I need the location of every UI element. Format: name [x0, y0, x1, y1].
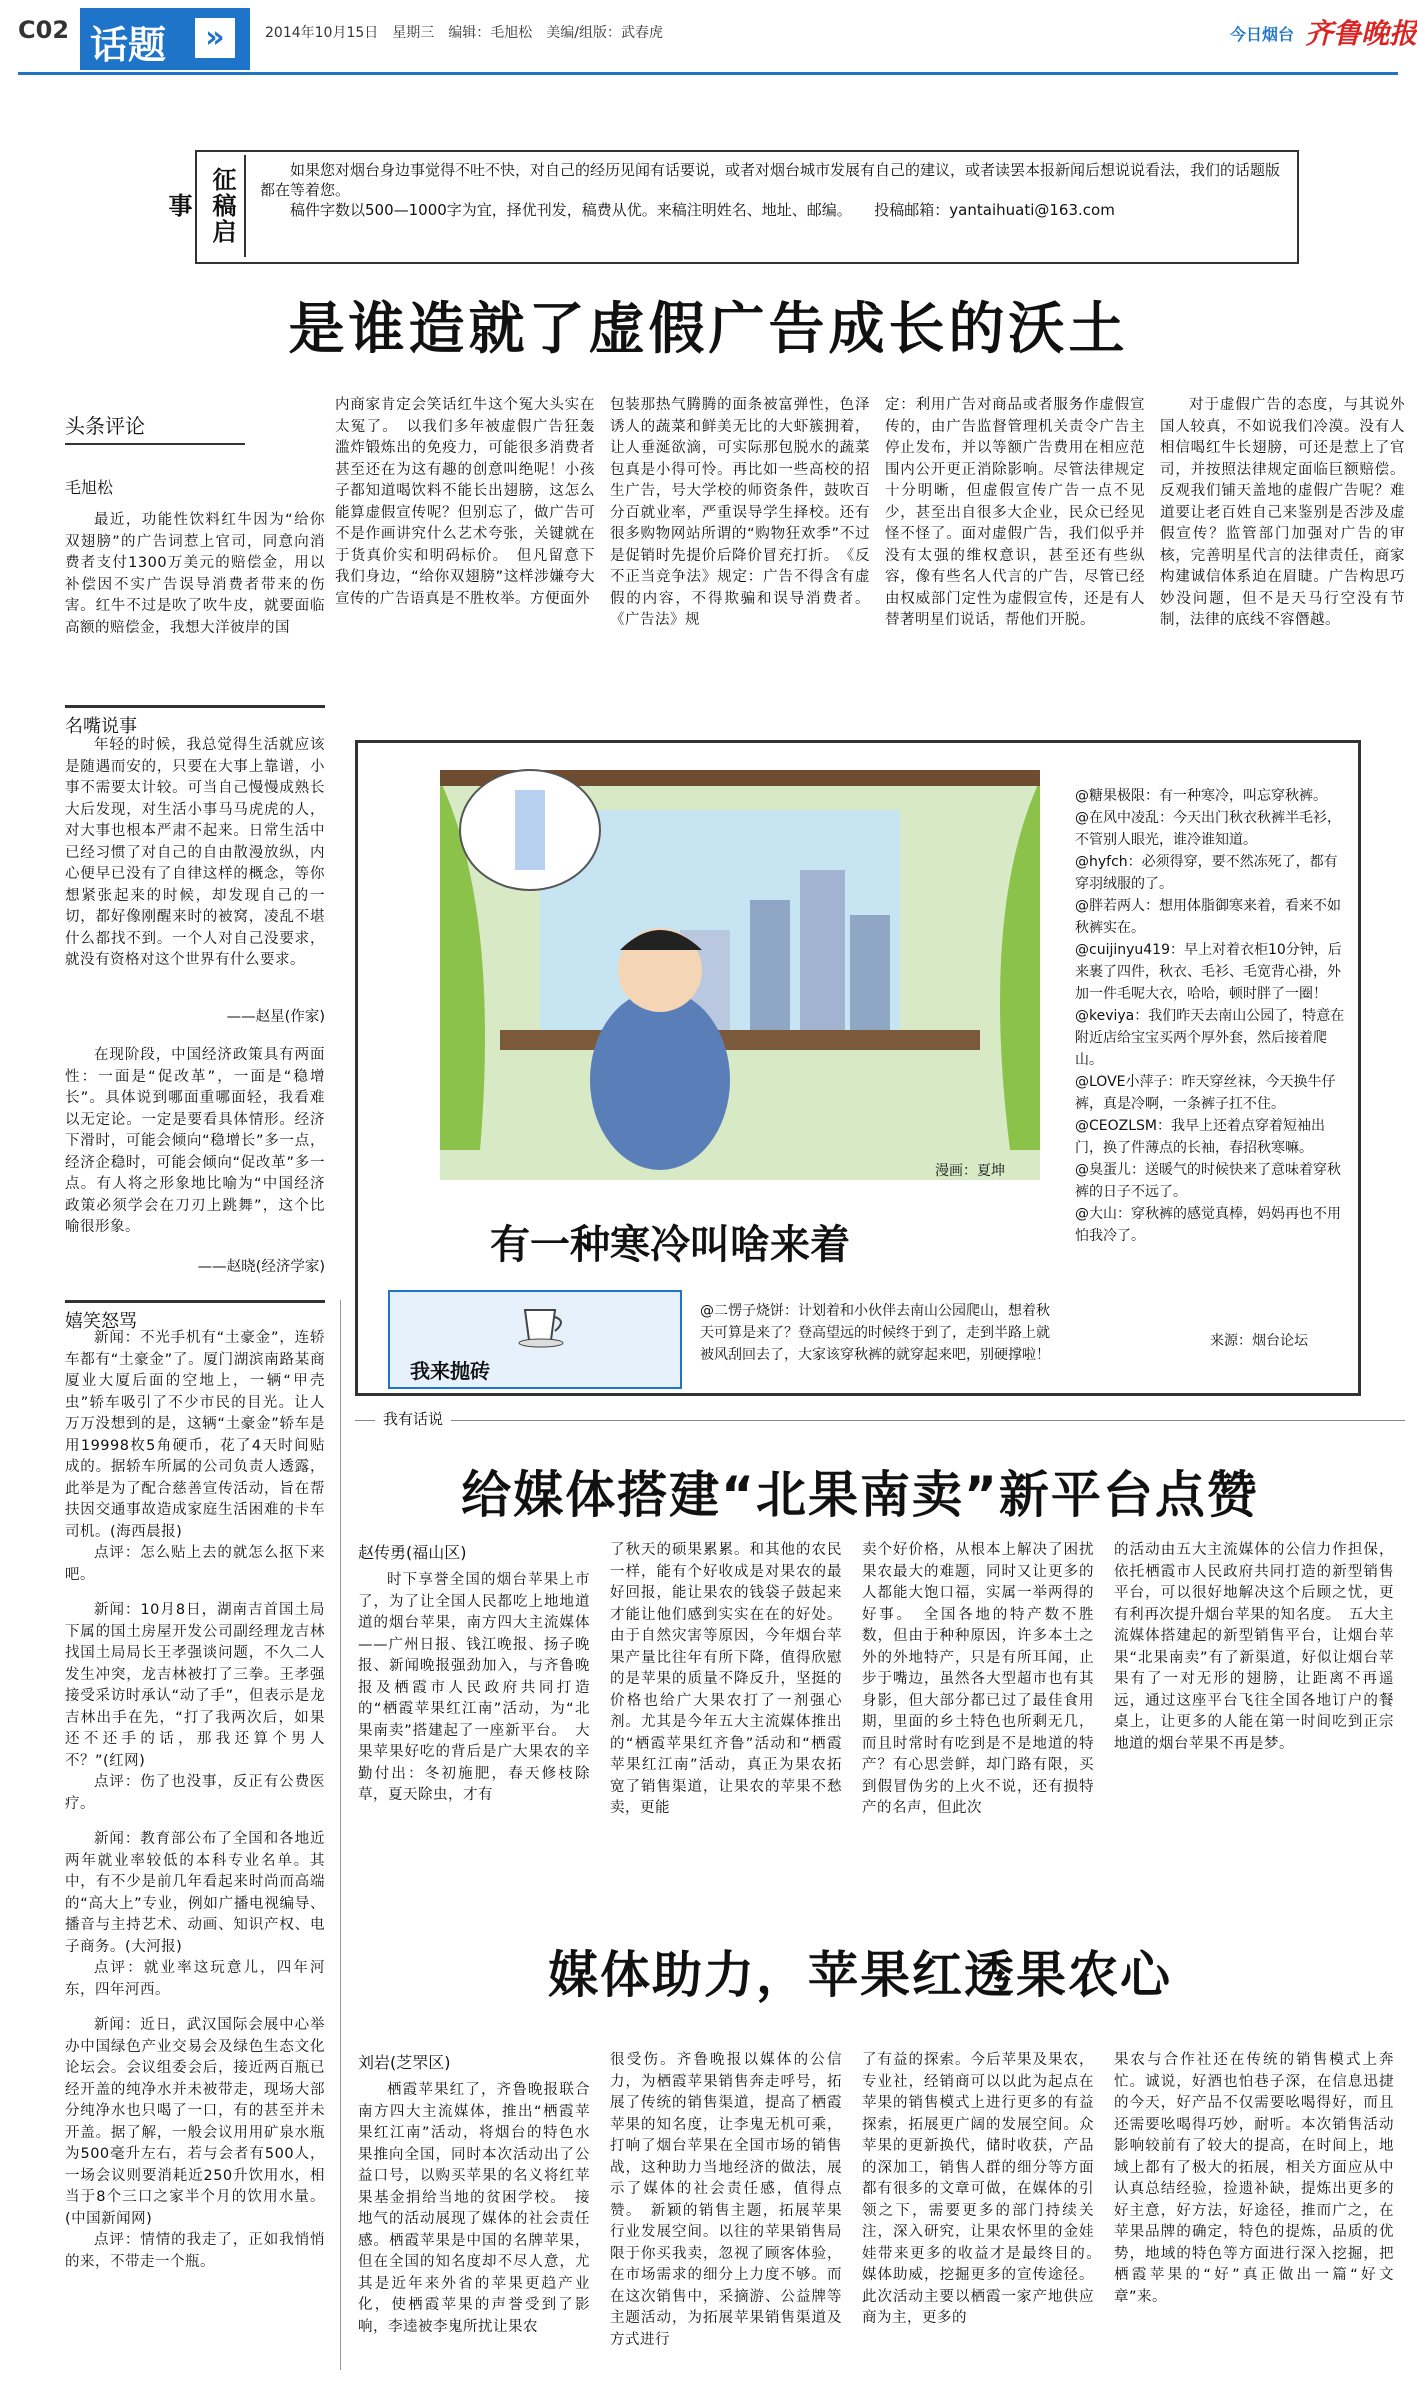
notice-line-1: 如果您对烟台身边事觉得不吐不快，对自己的经历见闻有话要说，或者对烟台城市发展有自己的建议，或者读罢本报新闻后想说说看法，我们的话题版都在等着您。	[260, 161, 1281, 199]
column-divider	[340, 1300, 341, 2370]
page-number: C02	[18, 16, 70, 44]
side2-news-3: 新闻：教育部公布了全国和各地近两年就业率较低的本科专业名单。其中，有不少是前几年看起来时尚而高端的“高大上”专业，例如广播电视编导、播音与主持艺术、动画、知识产权、电子商务。(大河报)	[65, 1831, 325, 1955]
side1-section-tag: 名嘴说事	[65, 705, 325, 738]
weibo-comments	[1075, 785, 1345, 1247]
section-name: 今日烟台	[1230, 25, 1295, 44]
side2-comment-4: 点评：情情的我走了，正如我悄悄的来，不带走一个瓶。	[65, 2232, 325, 2270]
section2-col-4: 的活动由五大主流媒体的公信力作担保，依托栖霞市人民政府共同打造的新型销售平台，可以很好地解决这个后顾之忧，更有利再次提升烟台苹果的知名度。 五大主流媒体搭建起的新型销售平台，让烟台苹果“北果南卖”有了新渠道，好似让烟台苹果有了一对无形的翅膀，让距离不再遥远，通过这座平台飞往全国各地订户的餐桌上，让更多的人能在第一时间吃到正宗地道的烟台苹果不再是梦。	[1114, 1542, 1394, 1752]
side2-news-4: 新闻：近日，武汉国际会展中心举办中国绿色产业交易会及绿色生态文化论坛会。会议组委会后，接近两百瓶已经开盖的纯净水并未被带走，现场大部分纯净水也只喝了一口，有的甚至并未开盖。据了解，一般会议用用矿泉水瓶为500毫升左右，若与会者有500人，一场会议则要消耗近250升饮用水，相当于8个三口之家半个月的饮用水量。(中国新闻网)	[65, 2017, 325, 2227]
weibo-comment: @hyfch：必须得穿，要不然冻死了，都有穿羽绒服的了。	[1075, 854, 1338, 892]
weibo-source: 来源：烟台论坛	[1210, 1333, 1308, 1349]
section3-headline: 媒体助力，苹果红透果农心	[548, 1946, 1172, 2004]
weibo-comment: @在风中凌乱：今天出门秋衣秋裤半毛衫，不管别人眼光，谁冷谁知道。	[1075, 810, 1341, 848]
cartoon-illustration	[420, 750, 1060, 1180]
section3-col-3: 了有益的探索。今后苹果及果农，专业社，经销商可以以此为起点在苹果的销售模式上进行更多的有益探索，拓展更广阔的发展空间。众苹果的更新换代，储时收获，产品的深加工，销售人群的细分等方面都有很多的文章可做，在媒体的引领之下，需要更多的部门持续关注，深入研究，让果农怀里的金娃娃带来更多的收益才是最终目的。 媒体助威，挖掘更多的宣传途径。此次活动主要以栖霞一家产地供应商为主，更多的	[862, 2052, 1109, 2326]
notice-line-2: 稿件字数以500—1000字为宜，择优刊发，稿费从优。来稿注明姓名、地址、邮编。 投稿邮箱：yantaihuati@163.com	[290, 201, 1115, 219]
section-rule	[355, 1420, 1405, 1421]
section2-col-1: 时下享誉全国的烟台苹果上市了，为了让全国人民都吃上地地道道的烟台苹果，南方四大主流媒体——广州日报、钱江晚报、扬子晚报、新闻晚报强劲加入，与齐鲁晚报及栖霞市人民政府共同打造的“栖霞苹果红江南”活动，为“北果南卖”搭建起了一座新平台。 大果苹果好吃的背后是广大果农的辛勤付出：冬初施肥，春天修枝除草，夏天除虫，才有	[358, 1572, 590, 1803]
side1-body-2: 在现阶段，中国经济政策具有两面性：一面是“促改革”，一面是“稳增长”。具体说到哪面重哪面轻，我看难以无定论。一定是要看具体情形。经济下滑时，可能会倾向“稳增长”多一点，经济企稳时，可能会倾向“促改革”多一点。有人将之形象地比喻为“中国经济政策必须学会在刀刃上跳舞”，这个比喻很形象。	[65, 1047, 325, 1235]
side1-signature-2: ——赵晓(经济学家)	[197, 1259, 325, 1275]
side1-body: 年轻的时候，我总觉得生活就应该是随遇而安的，只要在大事上靠谱，小事不需要太计较。可当自己慢慢成熟长大后发现，对生活小事马马虎虎的人，对大事也根本严肃不起来。日常生活中已经习惯了对自己的自由散漫放纵，内心便早已没有了自律这样的概念，等你想紧张起来的时候，却发现自己的一切，都好像刚醒来时的被窝，凌乱不堪什么都找不到。一个人对自己没要求，就没有资格对这个世界有什么要求。	[65, 737, 325, 968]
coffee-cup-icon	[515, 1295, 575, 1350]
header-rule	[18, 72, 1398, 75]
side2-comment-3: 点评：就业率这玩意儿，四年河东，四年河西。	[65, 1960, 325, 1998]
contributor-text: @二愣子烧饼：计划着和小伙伴去南山公园爬山，想着秋天可算是来了？登高望远的时候终于到了，走到半路上就被风刮回去了，大家该穿秋裤的就穿起来吧，别硬撑啦！	[700, 1303, 1050, 1363]
column-title: 话题	[90, 22, 167, 67]
section2-tag: 我有话说	[375, 1408, 451, 1429]
side2-items	[65, 1328, 325, 2273]
cartoon-title: 有一种寒冷叫啥来着	[490, 1222, 850, 1268]
weibo-comment: @大山：穿秋裤的感觉真棒，妈妈再也不用怕我冷了。	[1075, 1206, 1341, 1244]
section3-col-1: 栖霞苹果红了，齐鲁晚报联合南方四大主流媒体，推出“栖霞苹果红江南”活动，将烟台的特色水果推向全国，同时本次活动出了公益口号，以购买苹果的名义将红苹果基金捐给当地的贫困学校。 接地气的活动展现了媒体的社会责任感。栖霞苹果是中国的名牌苹果，但在全国的知名度却不尽人意，尤其是近年来外省的苹果更趋产业化，使栖霞苹果的声誉受到了影响，李逵被李鬼所扰让果农	[358, 2082, 590, 2335]
side2-news-1: 新闻：不光手机有“土豪金”，连轿车都有“土豪金”了。厦门湖滨南路某商厦业大厦后面的空地上，一辆“甲壳虫”轿车吸引了不少市民的目光。让人万万没想到的是，这辆“土豪金”轿车是用19998枚5角硬币，花了4天时间贴成的。据轿车所属的公司负责人透露，此举是为了配合慈善宣传活动，旨在帮扶因交通事故造成家庭生活困难的卡车司机。(海西晨报)	[65, 1330, 325, 1540]
weibo-comment: @臭蛋儿：送暖气的时候快来了意味着穿秋裤的日子不远了。	[1075, 1162, 1341, 1200]
lead-col-3: 包装那热气腾腾的面条被富弹性，色泽诱人的蔬菜和鲜美无比的大虾簇拥着，让人垂涎欲滴，可实际那包脱水的蔬菜包真是小得可怜。再比如一些高校的招生广告，号大学校的师资条件，鼓吹百分百就业率，严重误导学生择校。还有很多购物网站所谓的“购物狂欢季”不过是促销时先提价后降价冒充打折。 《反不正当竞争法》规定：广告不得含有虚假的内容，不得欺骗和误导消费者。《广告法》规	[610, 397, 870, 628]
section2-col-2: 了秋天的硕果累累。和其他的农民一样，能有个好收成是对果农的最好回报，能让果农的钱袋子鼓起来才能让他们感到实实在在的好处。由于自然灾害等原因，今年烟台苹果产量比往年有所下降，值得欣慰的是苹果的质量不降反升，坚挺的价格也给广大果农打了一剂强心剂。尤其是今年五大主流媒体推出的“栖霞苹果红齐鲁”活动和“栖霞苹果红江南”活动，真正为果农拓宽了销售渠道，让果农的苹果不愁卖，更能	[610, 1542, 842, 1816]
side2-news-2: 新闻：10月8日，湖南吉首国土局下属的国土房屋开发公司副经理龙吉林找国土局局长王孝强谈问题，不久二人发生冲突，龙吉林被打了三拳。王孝强接受采访时承认“动了手”，但表示是龙吉林出手在先，“打了我两次后，如果还不还手的话，那我还算个男人不？”(红网)	[65, 1602, 325, 1769]
lead-col-2: 内商家肯定会笑话红牛这个冤大头实在太冤了。 以我们多年被虚假广告狂轰滥炸锻炼出的免疫力，可能很多消费者甚至还在为这有趣的创意叫绝呢！小孩子都知道喝饮料不能长出翅膀，这怎么能算虚假宣传呢？但别忘了，做广告可不是作画讲究什么艺术夸张，关键就在于货真价实和明码标价。 但凡留意下我们身边，“给你双翅膀”这样涉嫌夸大宣传的广告语真是不胜枚举。方便面外	[335, 397, 595, 607]
lead-headline: 是谁造就了虚假广告成长的沃土	[288, 297, 1129, 362]
side2-comment-2: 点评：伤了也没事，反正有公费医疗。	[65, 1774, 325, 1812]
section3-col-4: 果农与合作社还在传统的销售模式上奔忙。诚说，好酒也怕巷子深，在信息迅捷的今天，好产品不仅需要吆喝得好，而且还需要吆喝得巧妙，耐听。本次销售活动影响较前有了较大的提高，在时间上，地域上都有了极大的拓展，相关方面应从中认真总结经验，捡遗补缺，提炼出更多的好主意，好方法，好途径，推而广之，在苹果品牌的确定，特色的提炼，品质的优势，地域的特色等方面进行深入挖掘，把栖霞苹果的“好”真正做出一篇“好文章”来。	[1114, 2052, 1394, 2305]
call-for-papers-tag: 征稿启事	[200, 155, 246, 257]
side2-comment-1: 点评：怎么贴上去的就怎么抠下来吧。	[65, 1545, 325, 1583]
weibo-comment: @胖若两人：想用体脂御寒来着，看来不如秋裤实在。	[1075, 898, 1341, 936]
side2-section-tag: 嬉笑怒骂	[65, 1300, 325, 1333]
weibo-comment: @CEOZLSM：我早上还着点穿着短袖出门，换了件薄点的长袖，春招秋寒嘛。	[1075, 1118, 1325, 1156]
side1-signature: ——赵星(作家)	[226, 1009, 325, 1025]
lead-col-5: 对于虚假广告的态度，与其说外国人较真，不如说我们冷漠。没有人相信喝红牛长翅膀，可还是惹上了官司，并按照法律规定面临巨额赔偿。反观我们铺天盖地的虚假广告呢？难道要让老百姓自己来鉴别是否涉及虚假宣传？监管部门加强对广告的审核，完善明星代言的法律责任，商家构建诚信体系迫在眉睫。广告构思巧妙没问题，但不是天马行空没有节制，法律的底线不容僭越。	[1160, 397, 1405, 628]
newspaper-logo: 齐鲁晚报	[1305, 17, 1417, 50]
contributor-label: 我来抛砖	[410, 1359, 490, 1383]
section2-headline: 给媒体搭建“北果南卖”新平台点赞	[461, 1466, 1259, 1524]
lead-section-tag: 头条评论	[65, 410, 245, 445]
call-for-papers-text	[260, 160, 1280, 220]
section3-col-2: 很受伤。齐鲁晚报以媒体的公信力，为栖霞苹果销售奔走呼号，拓展了传统的销售渠道，提高了栖霞苹果的知名度，让李鬼无机可乘，打响了烟台苹果在全国市场的销售战，这种助力当地经济的做法，展示了媒体的社会责任感，值得点赞。 新颖的销售主题，拓展苹果行业发展空间。以往的苹果销售局限于你买我卖，忽视了顾客体验，在市场需求的细分上力度不够。而在这次销售中，采摘游、公益牌等主题活动，为拓展苹果销售渠道及方式进行	[610, 2052, 842, 2348]
lead-author: 毛旭松	[65, 478, 114, 497]
cartoon-artist: 漫画：夏坤	[935, 1163, 1005, 1179]
section3-author: 刘岩(芝罘区)	[358, 2053, 451, 2072]
chevron-right-icon: »	[195, 18, 235, 58]
weibo-comment: @cuijinyu419：早上对着衣柜10分钟，后来裹了四件，秋衣、毛衫、毛宽背心褂，外加一件毛呢大衣，哈哈，顿时胖了一圈！	[1075, 942, 1342, 1002]
weibo-comment: @LOVE小萍子：昨天穿丝袜，今天换牛仔裤，真是冷啊，一条裤子扛不住。	[1075, 1074, 1336, 1112]
weibo-comment: @keviya：我们昨天去南山公园了，特意在附近店给宝宝买两个厚外套，然后接着爬山。	[1075, 1008, 1345, 1068]
lead-col-4: 定：利用广告对商品或者服务作虚假宣传的，由广告监督管理机关责令广告主停止发布，并以等额广告费用在相应范围内公开更正消除影响。尽管法律规定十分明晰，但虚假宣传广告一点不见少，甚至出自很多大企业，民众已经见怪不怪了。面对虚假广告，我们似乎并没有太强的维权意识，甚至还有些纵容，像有些名人代言的广告，尽管已经由权威部门定性为虚假宣传，还是有人替著明星们说话，帮他们开脱。	[885, 397, 1145, 628]
lead-col-1: 最近，功能性饮料红牛因为“给你双翅膀”的广告词惹上官司，同意向消费者支付1300万美元的赔偿金，用以补偿因不实广告误导消费者带来的伤害。红牛不过是吹了吹牛皮，就要面临高额的赔偿金，我想大洋彼岸的国	[65, 512, 325, 636]
issue-meta: 2014年10月15日 星期三 编辑：毛旭松 美编/组版：武春虎	[265, 25, 663, 41]
weibo-comment: @糖果极限：有一种寒冷，叫忘穿秋裤。	[1075, 788, 1327, 804]
section2-col-3: 卖个好价格，从根本上解决了困扰果农最大的难题，同时又让更多的人都能大饱口福，实属一举两得的好事。 全国各地的特产数不胜数，但由于种种原因，许多本土之外的外地特产，只是有所耳闻，止步于嘴边，虽然各大型超市也有其身影，但大部分都已过了最佳食用期，里面的乡土特色也所剩无几，而且时常时有吃到是不是地道的特产？有心思尝鲜，却门路有限，买到假冒伪劣的上火不说，还有损特产的名声，但此次	[862, 1542, 1094, 1816]
section2-author: 赵传勇(福山区)	[358, 1543, 467, 1562]
